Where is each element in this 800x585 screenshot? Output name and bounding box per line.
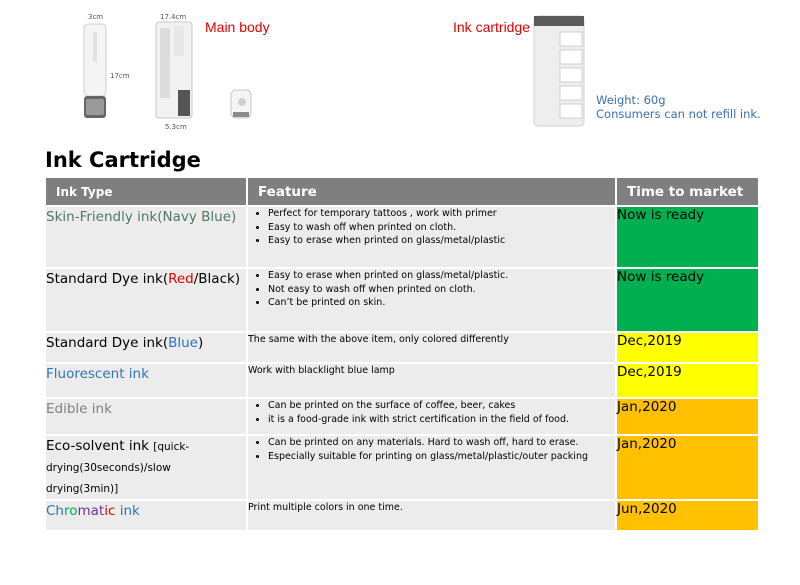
ink-type-text: Blue	[168, 335, 198, 351]
feature-cell	[248, 269, 615, 331]
ink-type-cell	[46, 333, 246, 362]
feature-list	[248, 399, 615, 426]
dimension-depth-label: 5.3cm	[165, 123, 187, 131]
feature-text: Work with blacklight blue lamp	[248, 365, 395, 376]
ink-cartridge-image	[528, 10, 592, 130]
ink-type-text: Edible ink	[46, 401, 112, 417]
time-to-market-cell: Now is ready	[617, 269, 758, 331]
feature-cell	[248, 399, 615, 434]
ink-type-text: ink	[115, 503, 140, 519]
feature-item: • Perfect for temporary tattoos , work with primer	[268, 207, 615, 221]
feature-item: • Easy to wash off when printed on cloth.	[268, 221, 615, 235]
feature-item: • Can’t be printed on skin.	[268, 296, 615, 310]
feature-text: The same with the above item, only colored differently	[248, 334, 509, 345]
feature-cell	[248, 364, 615, 397]
ink-type-cell	[46, 207, 246, 267]
feature-item: • Not easy to wash off when printed on cloth.	[268, 283, 615, 297]
section-title: Ink Cartridge	[45, 148, 201, 172]
time-to-market-cell: Jan,2020	[617, 436, 758, 499]
dimension-height-label: 17cm	[110, 72, 130, 80]
ink-cartridge-label: Ink cartridge	[453, 19, 531, 35]
feature-text: Print multiple colors in one time.	[248, 502, 403, 513]
table-header-row	[46, 178, 758, 205]
time-to-market-cell: Now is ready	[617, 207, 758, 267]
main-body-label: Main body	[205, 19, 270, 35]
feature-item: • it is a food-grade ink with strict certification in the field of food.	[268, 413, 615, 427]
refill-note: Consumers can not refill ink.	[596, 107, 761, 121]
header-time-to-market: Time to market	[617, 178, 758, 205]
table-row	[46, 207, 758, 267]
ink-type-text: Ch	[46, 503, 64, 519]
time-to-market-cell: Dec,2019	[617, 364, 758, 397]
ink-type-cell	[46, 436, 246, 499]
device-top-view-image	[228, 86, 254, 122]
ink-table	[44, 176, 760, 532]
ink-type-cell	[46, 501, 246, 530]
ink-type-text: ic	[104, 503, 116, 519]
table-row	[46, 399, 758, 434]
ink-type-text: mat	[77, 503, 105, 519]
feature-list	[248, 207, 615, 248]
time-to-market-cell: Jan,2020	[617, 399, 758, 434]
feature-item: • Easy to erase when printed on glass/metal/plastic	[268, 234, 615, 248]
time-to-market-cell: Jun,2020	[617, 501, 758, 530]
feature-item: • Can be printed on any materials. Hard to wash off, hard to erase.	[268, 436, 615, 450]
table-row	[46, 269, 758, 331]
header-ink-type: Ink Type	[46, 178, 246, 205]
table-row	[46, 333, 758, 362]
ink-type-cell	[46, 364, 246, 397]
feature-list	[248, 269, 615, 310]
header-feature: Feature	[248, 178, 615, 205]
dimension-length-label: 17.4cm	[160, 13, 187, 21]
ink-type-text: Eco-solvent ink	[46, 438, 154, 454]
feature-list	[248, 436, 615, 463]
feature-item: • Easy to erase when printed on glass/metal/plastic.	[268, 269, 615, 283]
table-row	[46, 364, 758, 397]
feature-cell	[248, 501, 615, 530]
device-side-image	[150, 20, 200, 132]
table-row	[46, 501, 758, 530]
feature-item: • Especially suitable for printing on glass/metal/plastic/outer packing	[268, 450, 615, 464]
ink-type-text: )	[197, 335, 204, 351]
ink-type-text: Fluorescent ink	[46, 366, 149, 382]
feature-cell	[248, 333, 615, 362]
time-to-market-cell: Dec,2019	[617, 333, 758, 362]
ink-type-text: [quick-drying(30seconds)/slow drying(3min)]	[46, 441, 190, 495]
cartridge-specs	[596, 93, 761, 121]
ink-type-cell	[46, 269, 246, 331]
table-row	[46, 436, 758, 499]
ink-type-cell	[46, 399, 246, 434]
table-body	[46, 207, 758, 530]
ink-type-text: Standard Dye ink(	[46, 335, 169, 351]
feature-cell	[248, 436, 615, 499]
feature-item: • Can be printed on the surface of coffee, beer, cakes	[268, 399, 615, 413]
ink-type-text: ro	[63, 503, 78, 519]
ink-type-text: Red	[168, 271, 194, 287]
dimension-width-label: 3cm	[88, 13, 104, 21]
ink-type-text: /Black)	[193, 271, 241, 287]
ink-type-text: Skin-Friendly ink(Navy Blue)	[46, 209, 237, 225]
feature-cell	[248, 207, 615, 267]
weight-text: Weight: 60g	[596, 93, 666, 107]
ink-type-text: Standard Dye ink(	[46, 271, 169, 287]
